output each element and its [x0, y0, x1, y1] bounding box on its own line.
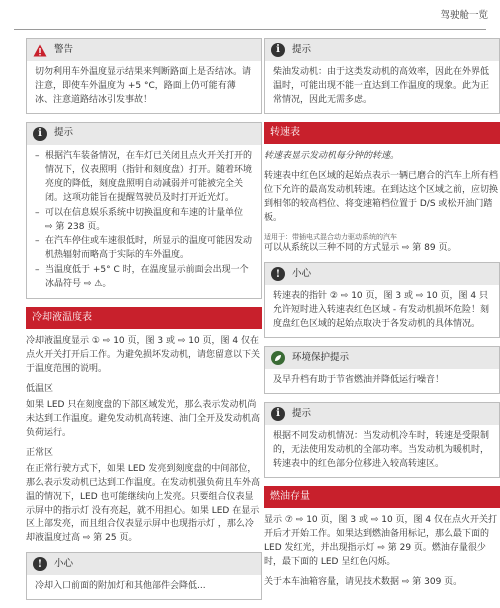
- caution-icon: !: [33, 557, 47, 571]
- tip-box-1: [26, 122, 262, 299]
- info-icon: i: [271, 407, 285, 421]
- leaf-icon: [271, 351, 285, 365]
- caution-1-title: 小心: [54, 557, 74, 569]
- coolant-section-title: 冷却液温度表: [26, 307, 262, 329]
- tip-3-title: 提示: [292, 407, 312, 419]
- info-icon: i: [271, 43, 285, 57]
- tip-1-title: 提示: [54, 127, 74, 139]
- tip-box-1-header: [27, 123, 261, 145]
- tip-1-item: – 在汽车停住或车速很低时，所显示的温度可能因发动机热辐射而略高于实际的车外温度。: [35, 235, 253, 263]
- fuel-section-title: 燃油存量: [264, 486, 500, 508]
- caution-1-body: 冷却入口前面的附加灯和其他部件会降低...: [35, 581, 206, 592]
- caution-box-1: [26, 552, 262, 600]
- fuel-body: 显示 ⑦ ⇨ 10 页，图 3 或 ⇨ 10 页，图 4 仅在点火开关打开后才开始工作。如果达到燃油备用标记，那么最下面的 LED 发红光，并出现指示灯 ⇨ 第 29 页。燃油存量很少时，最下面的 LED 呈红色闪烁。: [264, 514, 497, 567]
- caution-2-title: 小心: [292, 267, 312, 279]
- tip-1-item: – 根据汽车装备情况，在车灯已关闭且点火开关打开的情况下，仪表照明（指针和刻度盘）打开。随着环境亮度的降低，刻度盘照明自动减弱并可能被完全关闭。这项功能旨在提醒驾驶员及时打开近光灯。: [35, 150, 253, 206]
- warning-title: 警告: [54, 43, 74, 55]
- environment-box: [264, 346, 500, 394]
- tip-1-item: – 当温度低于 +5° C 时，在温度显示前面会出现一个冰晶符号 ⇨ ⚠。: [35, 264, 253, 292]
- tip-box-3-header: [265, 403, 499, 425]
- tachometer-line-1: 转速表显示发动机每分钟的转速。: [264, 150, 400, 161]
- environment-box-header: [265, 347, 499, 369]
- caution-box-2-header: [265, 263, 499, 285]
- tip-1-list: [35, 150, 253, 292]
- tip-box-2: [264, 38, 500, 114]
- warning-box-header: [27, 39, 261, 61]
- caution-icon: !: [271, 267, 285, 281]
- warning-box: [26, 38, 262, 114]
- environment-body: 及早升档有助于节省燃油并降低运行噪音！: [273, 375, 445, 386]
- fuel-spec: 关于本车油箱容量，请见技术数据 ⇨ 第 309 页。: [264, 576, 463, 587]
- warning-body: 切勿利用车外温度显示结果来判断路面上是否结冰。请注意，即使车外温度为 +5 °C，路面上仍可能有薄冰、注意道路结冰引发事故！: [35, 67, 252, 105]
- caution-box-2: [264, 262, 500, 338]
- tachometer-section-title: 转速表: [264, 122, 500, 144]
- tip-box-2-header: [265, 39, 499, 61]
- caution-2-body: 转速表的指针 ② ⇨ 10 页，图 3 或 ⇨ 10 页，图 4 只允许短时进入转速表红色区域 - 有发动机损坏危险！刻度盘红色区域的起始点取决于各发动机的具体情况。: [273, 291, 489, 330]
- tip-box-3: [264, 402, 500, 478]
- caution-box-1-header: [27, 553, 261, 575]
- normal-range-body: 在正常行驶方式下，如果 LED 发亮到刻度盘的中间部位，那么表示发动机已达到工作温度。在发动机强负荷且车外高温的情况下，LED 也可能继续向上发亮。只要组合仪表显示屏中的指示灯 没有亮起，就不用担心。如果 LED 在显示区上部发亮，而且组合仪表显示屏中也现指示灯 ，那么冷却液温度过高 ⇨ 第 25 页。: [26, 463, 261, 544]
- tip-2-body: 柴油发动机：由于这类发动机的高效率，因此在外界低温时，可能出现不能一直达到工作温度的现象。此为正常情况，因此无需多虑。: [273, 67, 490, 105]
- tachometer-line-2: 转速表中红色区域的起始点表示一辆已磨合的汽车上所有档位下允许的最高发动机转速。在到达这个区域之前，应切换到相邻的较高档位、将变速箱档位置于 D/S 或松开油门踏板。: [264, 170, 499, 223]
- tip-3-body: 根据不同发动机情况：当发动机冷车时，转速是受限制的，无法使用发动机的全部功率。当发动机为暖机时，转速表中的红色部分位移进入较高转速区。: [273, 431, 490, 469]
- left-column: [26, 38, 262, 608]
- tachometer-applicability-note: 适用于：带插电式混合动力驱动系统的汽车: [264, 232, 397, 241]
- low-range-body: 如果 LED 只在刻度盘的下部区域发光，那么表示发动机尚未达到工作温度。避免发动机高转速、油门全开及发动机高负荷运行。: [26, 399, 261, 438]
- environment-title: 环境保护提示: [292, 351, 350, 363]
- normal-range-heading: 正常区: [26, 447, 54, 458]
- page-header-title: 驾驶舱一览: [440, 10, 488, 21]
- low-range-heading: 低温区: [26, 384, 54, 394]
- tip-2-title: 提示: [292, 43, 312, 55]
- coolant-intro: 冷却液温度显示 ① ⇨ 10 页，图 3 或 ⇨ 10 页，图 4 仅在点火开关打开后工作。为避免损坏发动机，请您留意以下关于温度范围的说明。: [26, 336, 261, 375]
- right-column: [264, 38, 500, 596]
- warning-triangle-icon: [33, 43, 47, 57]
- page-header: [0, 0, 500, 30]
- header-rule: [14, 29, 486, 30]
- info-icon: i: [33, 127, 47, 141]
- tip-1-item: – 可以在信息娱乐系统中切换温度和车速的计量单位 ⇨ 第 238 页。: [35, 207, 253, 235]
- tachometer-line-3: 可以从系统以三种不同的方式显示 ⇨ 第 89 页。: [264, 243, 457, 254]
